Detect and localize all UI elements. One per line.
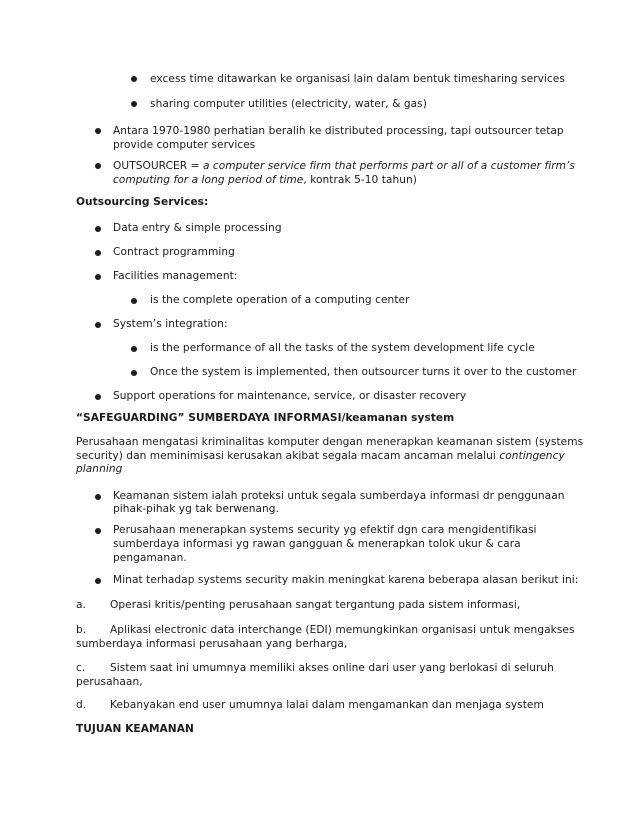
item-letter: b. [76, 624, 87, 636]
list-item: Perusahaan menerapkan systems security yg efektif dgn cara mengidentifikasi [113, 524, 537, 536]
bullet-icon [95, 494, 101, 500]
bullet-icon [95, 128, 101, 134]
contract-note: , kontrak 5-10 tahun) [303, 174, 417, 186]
definition-text-continued: computing for a long period of time [113, 174, 304, 186]
section-heading: “SAFEGUARDING” SUMBERDAYA INFORMASI/keamanan system [76, 412, 455, 424]
bullet-icon [131, 370, 137, 376]
item-letter: c. [76, 662, 86, 674]
item-text: Sistem saat ini umumnya memiliki akses online dari user yang berlokasi di seluruh [110, 662, 554, 674]
bullet-icon [95, 274, 101, 280]
bullet-icon [95, 250, 101, 256]
bullet-icon [95, 226, 101, 232]
section-heading: Outsourcing Services: [76, 196, 209, 208]
bullet-icon [131, 101, 137, 107]
bullet-icon [95, 394, 101, 400]
section-heading: TUJUAN KEAMANAN [76, 723, 194, 735]
list-item: is the complete operation of a computing center [150, 294, 410, 306]
list-item: Once the system is implemented, then outsourcer turns it over to the customer [150, 366, 577, 378]
lettered-item-continuation: perusahaan, [76, 676, 143, 688]
bullet-icon [95, 322, 101, 328]
list-item-continuation: provide computer services [113, 139, 256, 151]
paragraph-text: security) dan meminimisasi kerusakan akibat segala macam ancaman melalui [76, 450, 500, 462]
list-item: is the performance of all the tasks of the system development life cycle [150, 342, 535, 354]
paragraph-line [76, 448, 565, 464]
list-item: Support operations for maintenance, service, or disaster recovery [113, 390, 467, 402]
bullet-icon [131, 346, 137, 352]
paragraph-line: Perusahaan mengatasi kriminalitas komputer dengan menerapkan keamanan sistem (systems [76, 436, 584, 448]
bullet-icon [95, 528, 101, 534]
list-item-continuation: pihak-pihak yg tak berwenang. [113, 503, 279, 515]
item-letter: a. [76, 599, 86, 611]
bullet-icon [131, 76, 137, 82]
definition-text: a computer service firm that performs part or all of a customer firm’s [202, 160, 576, 172]
item-text: Operasi kritis/penting perusahaan sangat tergantung pada sistem informasi, [110, 599, 521, 611]
item-letter: d. [76, 699, 87, 711]
list-item: excess time ditawarkan ke organisasi lain dalam bentuk timesharing services [150, 73, 565, 85]
paragraph-line: planning [76, 463, 123, 475]
list-item: sharing computer utilities (electricity, water, & gas) [150, 98, 427, 110]
item-text: Aplikasi electronic data interchange (EDI) memungkinkan organisasi untuk mengakses [110, 624, 575, 636]
list-item: Facilities management: [113, 270, 238, 282]
list-item: Minat terhadap systems security makin meningkat karena beberapa alasan berikut ini: [113, 574, 579, 586]
list-item: Data entry & simple processing [113, 222, 282, 234]
list-item: Keamanan sistem ialah proteksi untuk segala sumberdaya informasi dr penggunaan [113, 490, 565, 502]
list-item-continuation: pengamanan. [113, 552, 187, 564]
lettered-item-continuation: sumberdaya informasi perusahaan yang berharga, [76, 638, 348, 650]
bullet-icon [131, 298, 137, 304]
list-item: System’s integration: [113, 318, 228, 330]
list-item: Antara 1970-1980 perhatian beralih ke distributed processing, tapi outsourcer tetap [113, 125, 564, 137]
list-item-continuation: sumberdaya informasi yg rawan gangguan & menerapkan tolok ukur & cara [113, 538, 521, 550]
bullet-icon [95, 163, 101, 169]
bullet-icon [95, 578, 101, 584]
emphasis-text: contingency [499, 450, 565, 462]
definition-term: OUTSOURCER = [113, 160, 203, 172]
list-item-continuation [113, 172, 417, 188]
item-text: Kebanyakan end user umumnya lalai dalam mengamankan dan menjaga system [110, 699, 544, 711]
list-item: Contract programming [113, 246, 235, 258]
